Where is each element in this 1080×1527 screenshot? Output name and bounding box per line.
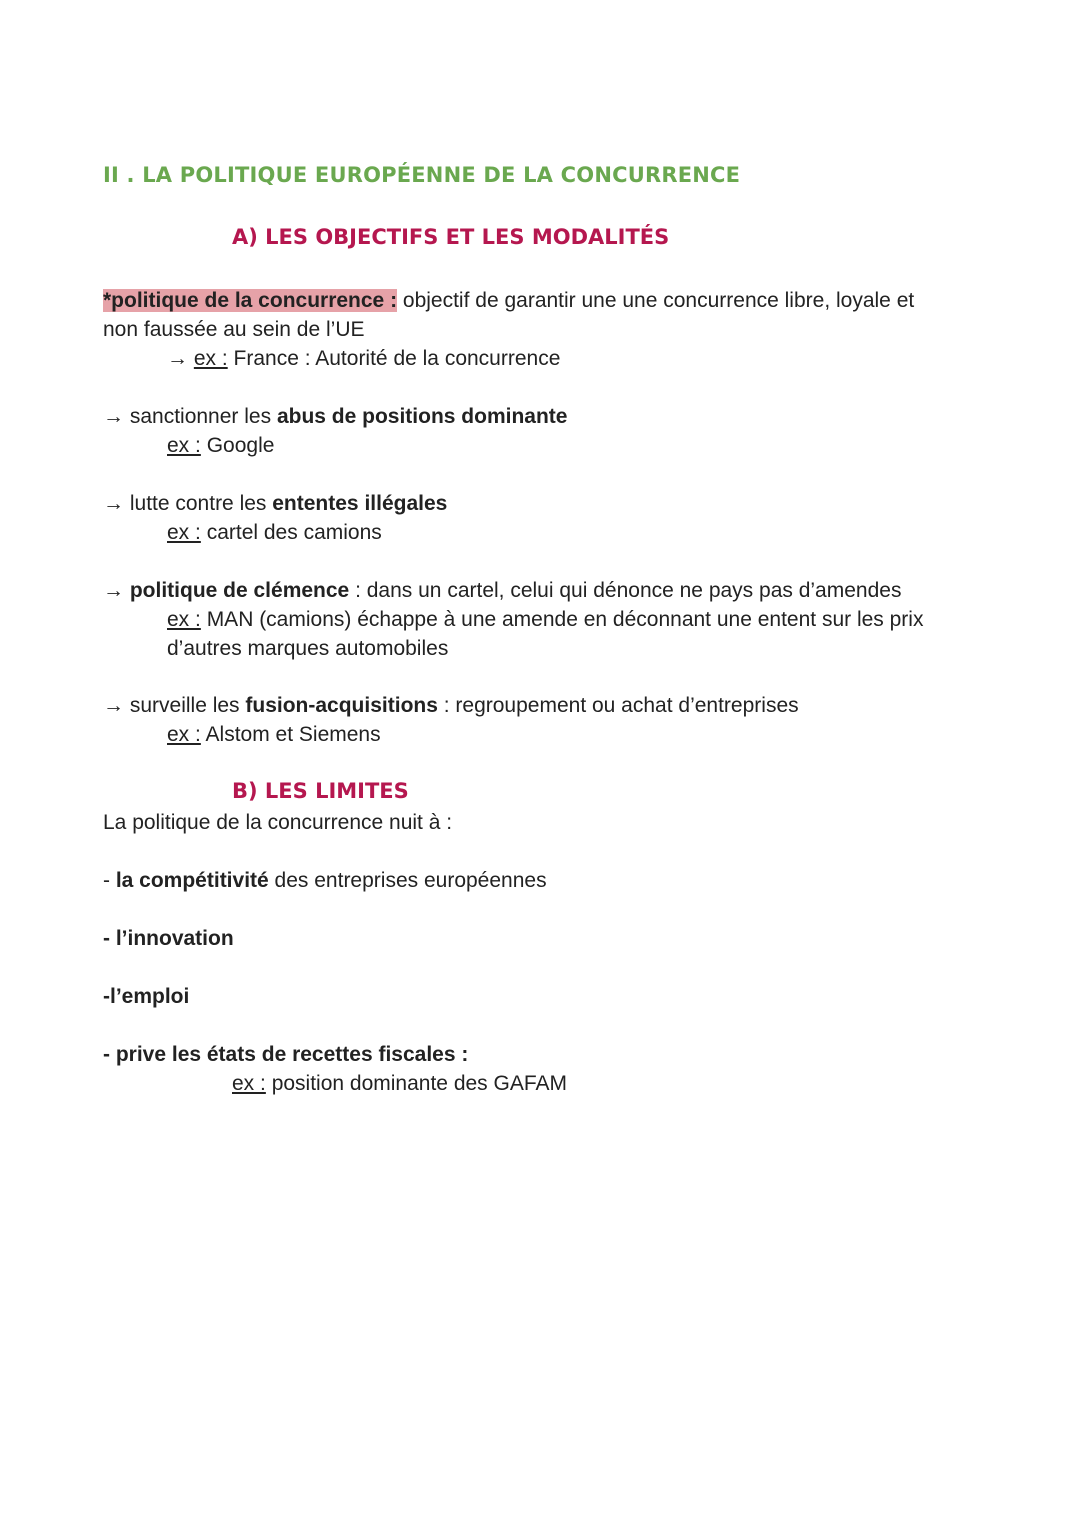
list-item-example: ex : Alstom et Siemens xyxy=(167,723,381,746)
list-item: → politique de clémence : dans un cartel, celui qui dénonce ne pays pas d’amendes xyxy=(103,579,902,602)
limit-item: -l’emploi xyxy=(103,985,190,1008)
subsection-a-title: A) LES OBJECTIFS ET LES MODALITÉS xyxy=(232,225,670,249)
example-label: ex : xyxy=(232,1072,266,1095)
example-label: ex : xyxy=(167,521,201,544)
subsection-b-title: B) LES LIMITES xyxy=(232,779,409,803)
definition-example xyxy=(167,344,560,373)
limit-item: - l’innovation xyxy=(103,927,234,950)
list-item-example-cont: d’autres marques automobiles xyxy=(167,637,449,660)
example-label: ex : xyxy=(167,723,201,746)
example-label: ex : xyxy=(167,608,201,631)
arrow-icon: → xyxy=(167,347,194,370)
arrow-icon: → xyxy=(103,694,130,717)
definition-line-2: non faussée au sein de l’UE xyxy=(103,318,365,341)
arrow-icon: → xyxy=(103,579,130,602)
list-item: → surveille les fusion-acquisitions : regroupement ou achat d’entreprises xyxy=(103,694,799,717)
example-label: ex : xyxy=(167,434,201,457)
arrow-icon: → xyxy=(103,405,130,428)
list-item-example: ex : MAN (camions) échappe à une amende en déconnant une entent sur les prix xyxy=(167,608,924,631)
section-title: II . LA POLITIQUE EUROPÉENNE DE LA CONCURRENCE xyxy=(103,163,741,187)
limit-item: - prive les états de recettes fiscales : xyxy=(103,1043,469,1066)
example-text: France : Autorité de la concurrence xyxy=(227,347,561,370)
list-item: → sanctionner les abus de positions dominante xyxy=(103,405,568,428)
definition-line-1 xyxy=(103,286,914,315)
list-item: → lutte contre les ententes illégales xyxy=(103,492,448,515)
list-item-example: ex : Google xyxy=(167,434,275,457)
list-item-example: ex : cartel des camions xyxy=(167,521,382,544)
definition-term: *politique de la concurrence : xyxy=(103,289,398,312)
limits-example: ex : position dominante des GAFAM xyxy=(232,1072,568,1095)
example-label: ex : xyxy=(193,347,228,370)
limits-intro: La politique de la concurrence nuit à : xyxy=(103,811,453,834)
limit-item: - la compétitivité des entreprises européennes xyxy=(103,869,547,892)
arrow-icon: → xyxy=(103,492,130,515)
definition-text: objectif de garantir une une concurrence libre, loyale et xyxy=(397,289,915,312)
